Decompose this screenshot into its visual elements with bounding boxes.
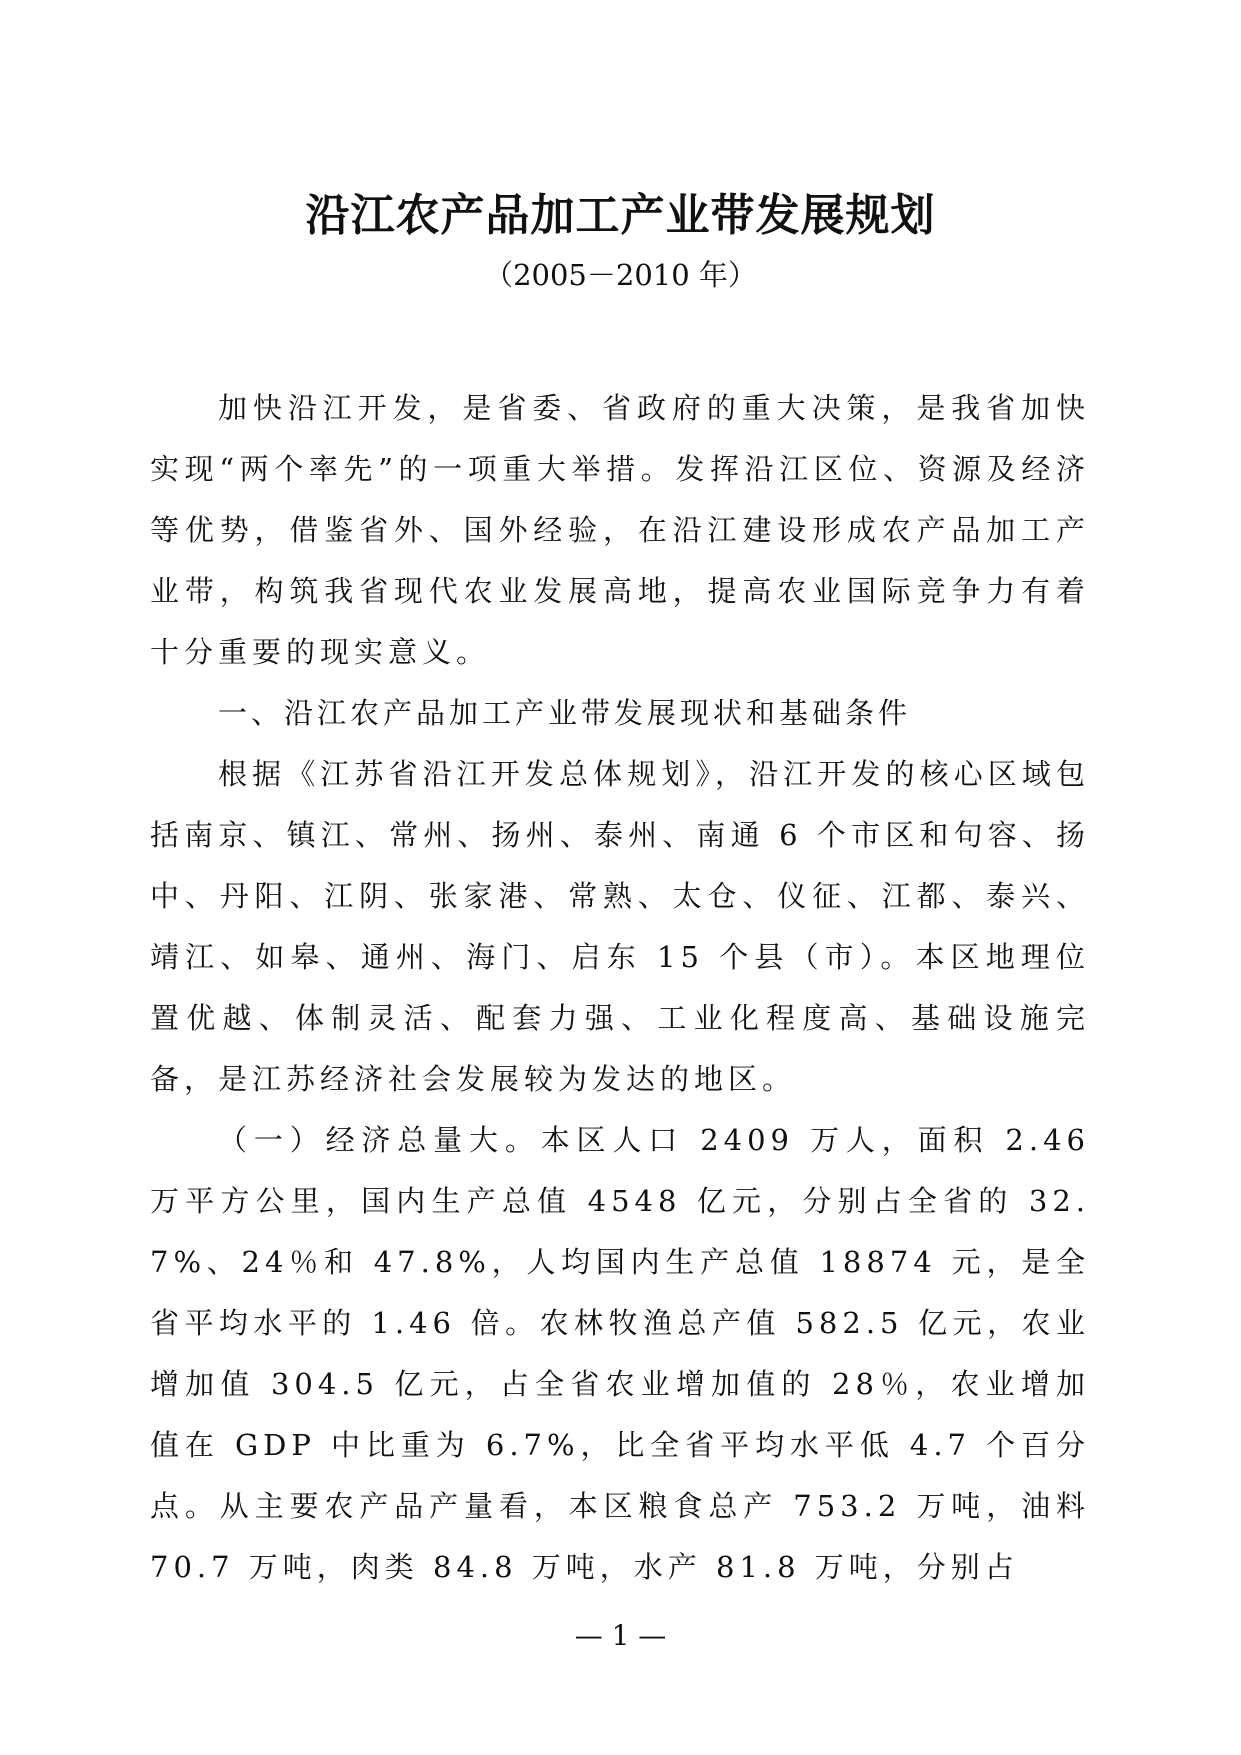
page-number: — 1 — xyxy=(574,1619,667,1652)
body-paragraph: （一）经济总量大。本区人口 2409 万人，面积 2.46 万平方公里，国内生产总值 4548 亿元，分别占全省的 32.7%、24％和 47.8%，人均国内生产总值 18874 元，是全省平均水平的 1.46 倍。农林牧渔总产值 582.5 亿元，农业增加值 304.5 亿元，占全省农业增加值的 28％，农业增加值在 GDP 中比重为 6.7%，比全省平均水平低 4.7 个百分点。从主要农产品产量看，本区粮食总产 753.2 万吨，油料 70.7 万吨，肉类 84.8 万吨，水产 81.8 万吨，分别占 xyxy=(150,1123,1090,1584)
section-heading: 一、沿江农产品加工产业带发展现状和基础条件 xyxy=(218,696,912,730)
body-paragraph: 根据《江苏省沿江开发总体规划》，沿江开发的核心区域包括南京、镇江、常州、扬州、泰州、南通 6 个市区和句容、扬中、丹阳、江阴、张家港、常熟、太仓、仪征、江都、泰兴、靖江、如皋、通州、海门、启东 15 个县（市）。本区地理位置优越、体制灵活、配套力强、工业化程度高、基础设施完备，是江苏经济社会发展较为发达的地区。 xyxy=(150,757,1090,1096)
intro-paragraph: 加快沿江开发，是省委、省政府的重大决策，是我省加快实现“两个率先”的一项重大举措。发挥沿江区位、资源及经济等优势，借鉴省外、国外经验，在沿江建设形成农产品加工产业带，构筑我省现代农业发展高地，提高农业国际竞争力有着十分重要的现实意义。 xyxy=(150,391,1090,669)
document-body xyxy=(150,378,1090,1598)
document-title: 沿江农产品加工产业带发展规划 xyxy=(305,190,936,241)
document-subtitle: （2005－2010 年） xyxy=(484,258,757,292)
